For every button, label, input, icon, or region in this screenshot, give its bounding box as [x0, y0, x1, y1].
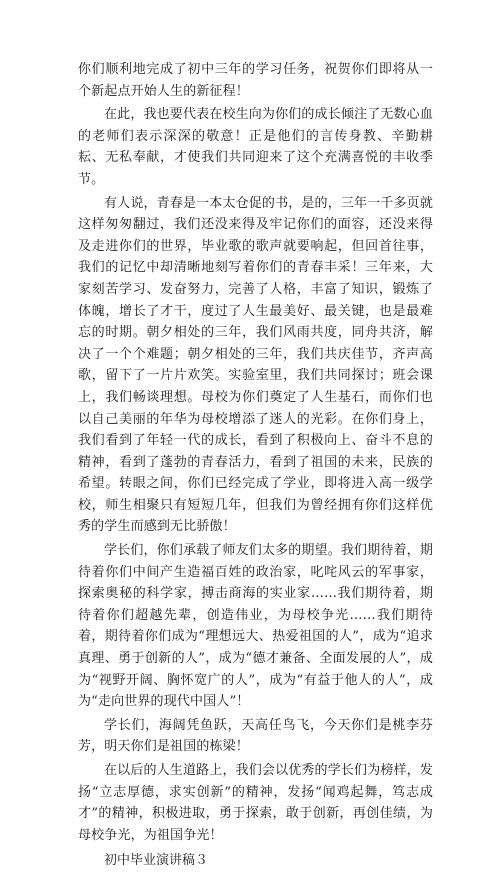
section-caption: 初中毕业演讲稿３: [104, 853, 209, 869]
paragraph-youth: 有人说，青春是一本太仓促的书，是的，三年一千多页就这样匆匆翻过，我们还没来得及牢记你们的面容，还没来得及走进你们的世界，毕业歌的歌声就要响起，但回首往事，我们的记忆中却清晰地刻写着你们的青春丰采！三年来，大家刻苦学习、发奋努力，完善了人格，丰富了知识，锻炼了体魄，增长了才干，度过了人生最美好、最关键，也是最难忘的时期。朝夕相处的三年，我们风雨共度，同舟共济，解决了一个个难题；朝夕相处的三年，我们共庆佳节，齐声高歌，留下了一片片欢笑。实验室里，我们共同探讨；班会课上，我们畅谈理想。母校为你们奠定了人生基石，而你们也以自己美丽的年华为母校增添了迷人的光彩。在你们身上，我们看到了年轻一代的成长，看到了积极向上、奋斗不息的精神，看到了蓬勃的青春活力，看到了祖国的未来，民族的希望。转眼之间，你们已经完成了学业，即将进入高一级学校，师生相聚只有短短几年，但我们为曾经拥有你们这样优秀的学生而感到无比骄傲！: [78, 195, 433, 535]
paragraph-opening: 你们顺利地完成了初中三年的学习任务，祝贺你们即将从一个新起点开始人生的新征程！: [78, 62, 433, 99]
document-page: [78, 59, 433, 872]
paragraph-expectations: 学长们，你们承载了师友们太多的期望。我们期待着，期待着你们中间产生造福百姓的政治家，叱咤风云的军事家，探索奥秘的科学家，搏击商海的实业家……我们期待着，期待着你们超越先辈，创造伟业，为母校争光……我们期待着，期待着你们成为“理想远大、热爱祖国的人”，成为“追求真理、勇于创新的人”，成为“德才兼备、全面发展的人”，成为“视野开阔、胸怀宽广的人”，成为“有益于他人的人”，成为“走向世界的现代中国人”！: [78, 543, 433, 710]
paragraph-pillars: 学长们，海阔凭鱼跃，天高任鸟飞，今天你们是桃李芬芳，明天你们是祖国的栋梁！: [78, 717, 433, 755]
paragraph-teachers: 在此，我也要代表在校生向为你们的成长倾注了无数心血的老师们表示深深的敬意！正是他们的言传身教、辛勤耕耘、无私奉献，才使我们共同迎来了这个充满喜悦的丰收季节。: [78, 107, 433, 187]
paragraph-future: 在以后的人生道路上，我们会以优秀的学长们为榜样，发扬“立志厚德，求实创新”的精神，发扬“闻鸡起舞，笃志成才”的精神，积极进取，勇于探索，敢于创新，再创佳绩，为母校争光，为祖国争光！: [78, 763, 433, 843]
